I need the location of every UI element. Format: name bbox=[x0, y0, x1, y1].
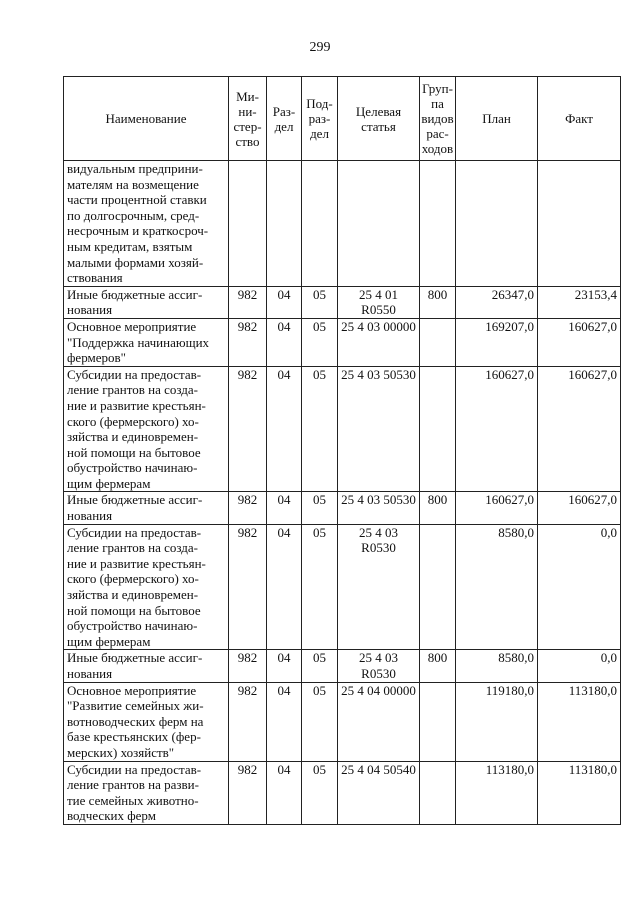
name-line: зяйства и единовремен- bbox=[67, 429, 199, 445]
cell-fact: 0,0 bbox=[538, 650, 621, 682]
table-row bbox=[64, 524, 621, 650]
name-line: Субсидии на предостав- bbox=[67, 524, 202, 540]
cell-name bbox=[64, 650, 229, 682]
page-number: 299 bbox=[309, 40, 331, 55]
cell-target: 25 4 01 R0550 bbox=[338, 286, 420, 318]
header-line: Наименование bbox=[105, 111, 187, 126]
header-line: Ми- bbox=[236, 88, 259, 104]
cell-subsection bbox=[302, 161, 338, 287]
header-section bbox=[267, 77, 302, 161]
cell-fact: 160627,0 bbox=[538, 366, 621, 492]
cell-section bbox=[267, 161, 302, 287]
cell-subsection: 05 bbox=[302, 318, 338, 366]
header-line: ство bbox=[235, 133, 260, 149]
cell-section: 04 bbox=[267, 682, 302, 761]
cell-section: 04 bbox=[267, 492, 302, 524]
name-line: "Поддержка начинающих bbox=[67, 334, 210, 350]
header-group bbox=[420, 77, 456, 161]
cell-subsection: 05 bbox=[302, 524, 338, 650]
name-line: щим фермерам bbox=[67, 633, 151, 649]
header-line: ходов bbox=[421, 141, 454, 156]
header-line: ни- bbox=[238, 103, 257, 119]
cell-plan: 8580,0 bbox=[456, 524, 538, 650]
cell-fact: 23153,4 bbox=[538, 286, 621, 318]
cell-subsection: 05 bbox=[302, 682, 338, 761]
name-line: Иные бюджетные ассиг- bbox=[67, 286, 203, 302]
cell-target: 25 4 04 50540 bbox=[338, 761, 420, 824]
name-line: ние и развитие крестьян- bbox=[67, 397, 206, 413]
cell-plan: 160627,0 bbox=[456, 366, 538, 492]
name-line: щим фермерам bbox=[67, 475, 151, 491]
header-line: статья bbox=[361, 118, 396, 134]
cell-fact bbox=[538, 161, 621, 287]
name-line: вотноводческих ферм на bbox=[67, 713, 204, 729]
header-plan bbox=[456, 77, 538, 161]
name-line: Иные бюджетные ассиг- bbox=[67, 492, 203, 508]
header-subsection bbox=[302, 77, 338, 161]
cell-group bbox=[420, 761, 456, 824]
table-row bbox=[64, 318, 621, 366]
cell-ministry: 982 bbox=[229, 524, 267, 650]
cell-name bbox=[64, 318, 229, 366]
name-line: тие семейных животно- bbox=[67, 792, 199, 808]
cell-ministry: 982 bbox=[229, 366, 267, 492]
header-fact bbox=[538, 77, 621, 161]
name-line: Субсидии на предостав- bbox=[67, 761, 202, 777]
table-row bbox=[64, 682, 621, 761]
cell-section: 04 bbox=[267, 761, 302, 824]
header-ministry bbox=[229, 77, 267, 161]
cell-name bbox=[64, 286, 229, 318]
name-line: ствования bbox=[67, 270, 123, 286]
name-line: ление грантов на созда- bbox=[67, 382, 199, 398]
name-line: Основное мероприятие bbox=[67, 682, 197, 698]
table-row bbox=[64, 761, 621, 824]
cell-name bbox=[64, 682, 229, 761]
name-line: зяйства и единовремен- bbox=[67, 587, 199, 603]
name-line: по долгосрочным, сред- bbox=[67, 207, 200, 223]
cell-target: 25 4 04 00000 bbox=[338, 682, 420, 761]
header-line: Под- bbox=[306, 96, 333, 111]
header-line: стер- bbox=[233, 118, 262, 134]
cell-ministry: 982 bbox=[229, 761, 267, 824]
header-name bbox=[64, 77, 229, 161]
header-line: Целевая bbox=[355, 103, 402, 119]
cell-group bbox=[420, 524, 456, 650]
cell-fact: 113180,0 bbox=[538, 682, 621, 761]
header-line: па bbox=[431, 96, 444, 111]
cell-plan: 169207,0 bbox=[456, 318, 538, 366]
cell-plan bbox=[456, 161, 538, 287]
cell-section: 04 bbox=[267, 318, 302, 366]
cell-plan: 8580,0 bbox=[456, 650, 538, 682]
name-line: ского (фермерского) хо- bbox=[67, 413, 199, 429]
cell-fact: 160627,0 bbox=[538, 492, 621, 524]
cell-group bbox=[420, 682, 456, 761]
cell-group bbox=[420, 366, 456, 492]
name-line: нования bbox=[67, 508, 113, 524]
cell-section: 04 bbox=[267, 286, 302, 318]
cell-ministry: 982 bbox=[229, 492, 267, 524]
cell-plan: 160627,0 bbox=[456, 492, 538, 524]
cell-target: 25 4 03 R0530 bbox=[338, 650, 420, 682]
cell-group: 800 bbox=[420, 492, 456, 524]
name-line: обустройство начинаю- bbox=[67, 460, 198, 476]
budget-table bbox=[63, 76, 621, 825]
name-line: ление грантов на разви- bbox=[67, 777, 199, 793]
cell-section: 04 bbox=[267, 524, 302, 650]
header-line: Груп- bbox=[422, 81, 453, 96]
name-line: ной помощи на бытовое bbox=[67, 444, 201, 460]
name-line: ление грантов на созда- bbox=[67, 540, 199, 556]
cell-section: 04 bbox=[267, 650, 302, 682]
cell-plan: 26347,0 bbox=[456, 286, 538, 318]
cell-name bbox=[64, 524, 229, 650]
header-line: дел bbox=[310, 126, 329, 141]
cell-fact: 160627,0 bbox=[538, 318, 621, 366]
cell-group bbox=[420, 161, 456, 287]
name-line: фермеров" bbox=[67, 350, 126, 366]
name-line: нования bbox=[67, 666, 113, 681]
cell-subsection: 05 bbox=[302, 761, 338, 824]
cell-ministry: 982 bbox=[229, 318, 267, 366]
header-line: План bbox=[482, 111, 511, 126]
cell-subsection: 05 bbox=[302, 286, 338, 318]
name-line: Основное мероприятие bbox=[67, 318, 197, 334]
cell-subsection: 05 bbox=[302, 492, 338, 524]
name-line: обустройство начинаю- bbox=[67, 618, 198, 634]
name-line: мерских) хозяйств" bbox=[67, 744, 175, 760]
name-line: Субсидии на предостав- bbox=[67, 366, 202, 382]
name-line: ным кредитам, взятым bbox=[67, 238, 193, 254]
cell-ministry bbox=[229, 161, 267, 287]
name-line: малыми формами хозяй- bbox=[67, 254, 204, 270]
cell-group: 800 bbox=[420, 286, 456, 318]
cell-ministry: 982 bbox=[229, 682, 267, 761]
header-line: Раз- bbox=[272, 103, 296, 119]
cell-fact: 113180,0 bbox=[538, 761, 621, 824]
cell-ministry: 982 bbox=[229, 286, 267, 318]
cell-subsection: 05 bbox=[302, 650, 338, 682]
table-header-row bbox=[64, 77, 621, 161]
table-row bbox=[64, 161, 621, 287]
cell-plan: 119180,0 bbox=[456, 682, 538, 761]
name-line: мателям на возмещение bbox=[67, 176, 199, 192]
cell-section: 04 bbox=[267, 366, 302, 492]
name-line: видуальным предприни- bbox=[67, 161, 203, 176]
cell-fact: 0,0 bbox=[538, 524, 621, 650]
name-line: базе крестьянских (фер- bbox=[67, 729, 201, 745]
cell-plan: 113180,0 bbox=[456, 761, 538, 824]
name-line: несрочным и краткосроч- bbox=[67, 223, 209, 239]
table-row bbox=[64, 492, 621, 524]
cell-name bbox=[64, 366, 229, 492]
name-line: ние и развитие крестьян- bbox=[67, 555, 206, 571]
header-line: Факт bbox=[565, 111, 593, 126]
header-target bbox=[338, 77, 420, 161]
cell-target: 25 4 03 50530 bbox=[338, 366, 420, 492]
name-line: нования bbox=[67, 302, 113, 318]
name-line: Иные бюджетные ассиг- bbox=[67, 650, 203, 666]
name-line: водческих ферм bbox=[67, 808, 156, 824]
cell-group: 800 bbox=[420, 650, 456, 682]
name-line: ной помощи на бытовое bbox=[67, 602, 201, 618]
cell-name bbox=[64, 761, 229, 824]
cell-target: 25 4 03 R0530 bbox=[338, 524, 420, 650]
name-line: части процентной ставки bbox=[67, 192, 207, 208]
header-line: рас- bbox=[426, 126, 449, 141]
name-line: "Развитие семейных жи- bbox=[67, 698, 204, 714]
table-body bbox=[64, 161, 621, 825]
cell-target: 25 4 03 00000 bbox=[338, 318, 420, 366]
cell-name bbox=[64, 492, 229, 524]
table-row bbox=[64, 366, 621, 492]
cell-target bbox=[338, 161, 420, 287]
header-line: дел bbox=[274, 118, 294, 134]
header-line: видов bbox=[421, 111, 454, 126]
table-row bbox=[64, 650, 621, 682]
cell-target: 25 4 03 50530 bbox=[338, 492, 420, 524]
table-row bbox=[64, 286, 621, 318]
cell-name bbox=[64, 161, 229, 287]
cell-subsection: 05 bbox=[302, 366, 338, 492]
cell-group bbox=[420, 318, 456, 366]
header-line: раз- bbox=[308, 111, 331, 126]
name-line: ского (фермерского) хо- bbox=[67, 571, 199, 587]
cell-ministry: 982 bbox=[229, 650, 267, 682]
